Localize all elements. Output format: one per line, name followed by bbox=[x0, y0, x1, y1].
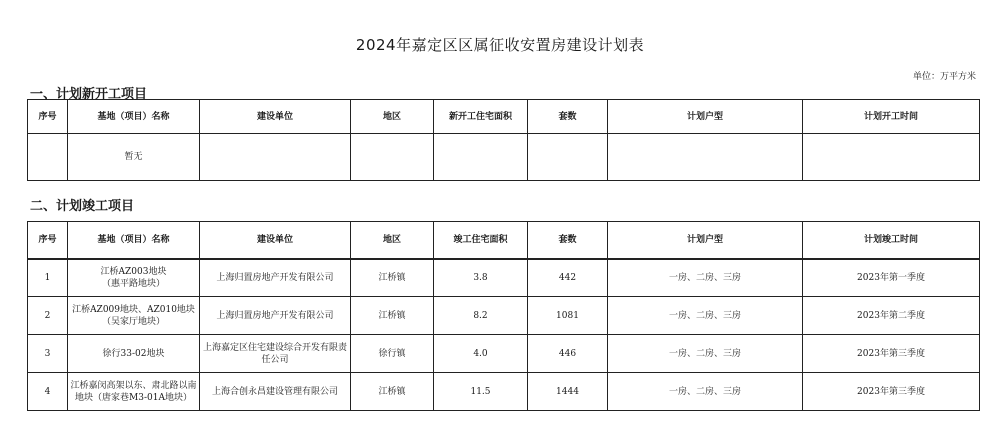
table-cell bbox=[803, 134, 980, 181]
header-cell: 竣工住宅面积 bbox=[434, 222, 528, 259]
table-row bbox=[28, 335, 980, 373]
unit-count: 442 bbox=[528, 259, 608, 297]
table-row bbox=[28, 297, 980, 335]
row-number: 4 bbox=[28, 373, 68, 411]
project-name: 江桥AZ003地块 （惠平路地块） bbox=[68, 259, 200, 297]
table-header-row bbox=[28, 100, 980, 134]
header-cell: 地区 bbox=[351, 100, 434, 134]
floor-area: 3.8 bbox=[434, 259, 528, 297]
header-cell: 序号 bbox=[28, 222, 68, 259]
table-cell bbox=[28, 134, 68, 181]
completion-time: 2023年第三季度 bbox=[803, 335, 980, 373]
floor-area: 11.5 bbox=[434, 373, 528, 411]
header-cell: 新开工住宅面积 bbox=[434, 100, 528, 134]
new-projects-table bbox=[27, 99, 980, 181]
floor-area: 8.2 bbox=[434, 297, 528, 335]
developer: 上海嘉定区住宅建设综合开发有限责任公司 bbox=[200, 335, 351, 373]
header-cell: 基地（项目）名称 bbox=[68, 222, 200, 259]
unit-types: 一房、二房、三房 bbox=[608, 259, 803, 297]
table-cell bbox=[200, 134, 351, 181]
unit-label: 单位：万平方米 bbox=[912, 72, 976, 82]
table-header-row bbox=[28, 222, 980, 259]
unit-types: 一房、二房、三房 bbox=[608, 373, 803, 411]
header-cell: 计划竣工时间 bbox=[803, 222, 980, 259]
project-name: 江桥AZ009地块、AZ010地块 （吴家厅地块） bbox=[68, 297, 200, 335]
district: 江桥镇 bbox=[351, 373, 434, 411]
table-row bbox=[28, 373, 980, 411]
table-row bbox=[28, 134, 980, 181]
header-cell: 建设单位 bbox=[200, 100, 351, 134]
unit-count: 446 bbox=[528, 335, 608, 373]
header-cell: 建设单位 bbox=[200, 222, 351, 259]
district: 江桥镇 bbox=[351, 259, 434, 297]
unit-types: 一房、二房、三房 bbox=[608, 335, 803, 373]
unit-count: 1444 bbox=[528, 373, 608, 411]
completion-time: 2023年第一季度 bbox=[803, 259, 980, 297]
unit-count: 1081 bbox=[528, 297, 608, 335]
completion-time: 2023年第二季度 bbox=[803, 297, 980, 335]
developer: 上海合创永昌建设管理有限公司 bbox=[200, 373, 351, 411]
developer: 上海归置房地产开发有限公司 bbox=[200, 259, 351, 297]
header-cell: 计划户型 bbox=[608, 222, 803, 259]
header-cell: 序号 bbox=[28, 100, 68, 134]
header-cell: 计划户型 bbox=[608, 100, 803, 134]
row-number: 1 bbox=[28, 259, 68, 297]
floor-area: 4.0 bbox=[434, 335, 528, 373]
section-heading-completed-projects: 二、计划竣工项目 bbox=[30, 199, 135, 214]
header-cell: 地区 bbox=[351, 222, 434, 259]
unit-types: 一房、二房、三房 bbox=[608, 297, 803, 335]
header-cell: 套数 bbox=[528, 100, 608, 134]
district: 江桥镇 bbox=[351, 297, 434, 335]
row-number: 3 bbox=[28, 335, 68, 373]
table-cell bbox=[434, 134, 528, 181]
table-row bbox=[28, 259, 980, 297]
table-cell bbox=[608, 134, 803, 181]
section-heading-new-projects: 一、计划新开工项目 bbox=[30, 87, 148, 102]
empty-notice: 暂无 bbox=[68, 134, 200, 181]
table-cell bbox=[528, 134, 608, 181]
row-number: 2 bbox=[28, 297, 68, 335]
completed-projects-table bbox=[27, 221, 980, 411]
district: 徐行镇 bbox=[351, 335, 434, 373]
page-title: 2024年嘉定区区属征收安置房建设计划表 bbox=[355, 36, 645, 54]
project-name: 徐行33-02地块 bbox=[68, 335, 200, 373]
table-cell bbox=[351, 134, 434, 181]
project-name: 江桥嘉闵高架以东、肃北路以南地块（唐家巷M3-01A地块） bbox=[68, 373, 200, 411]
header-cell: 计划开工时间 bbox=[803, 100, 980, 134]
developer: 上海归置房地产开发有限公司 bbox=[200, 297, 351, 335]
header-cell: 套数 bbox=[528, 222, 608, 259]
header-cell: 基地（项目）名称 bbox=[68, 100, 200, 134]
completion-time: 2023年第三季度 bbox=[803, 373, 980, 411]
